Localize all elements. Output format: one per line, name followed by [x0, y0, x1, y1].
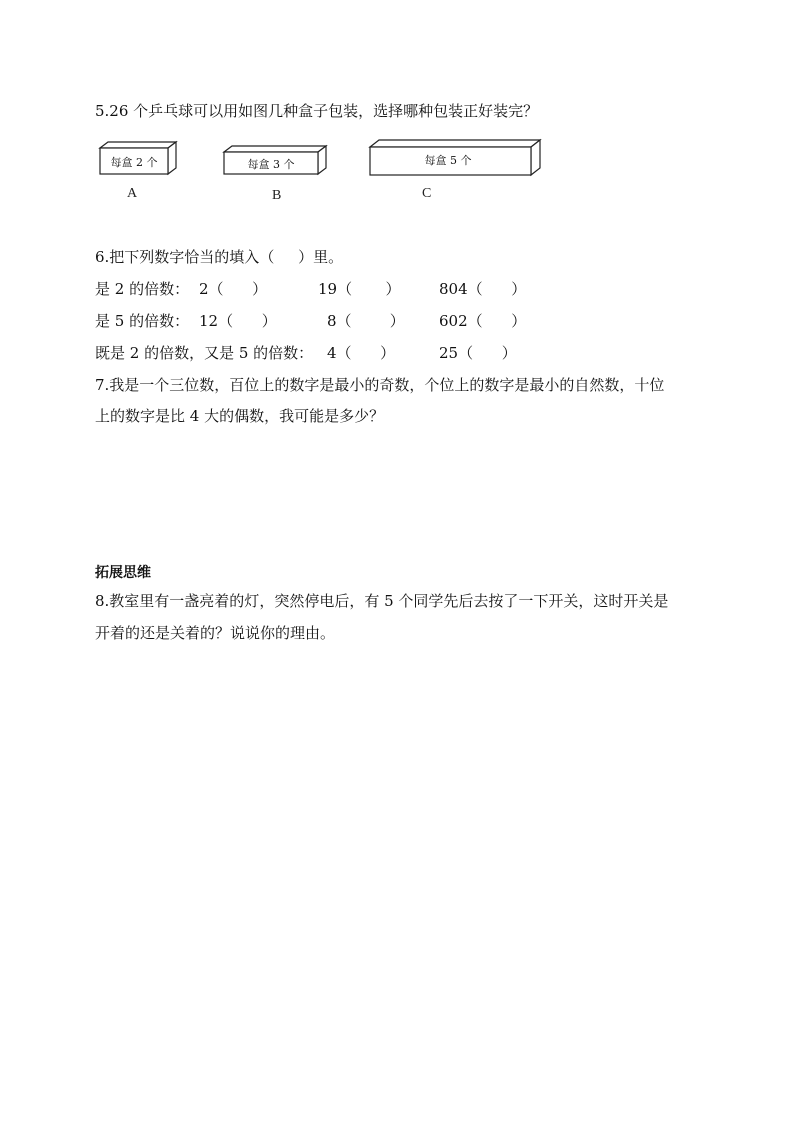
box-c-figure: [370, 140, 542, 176]
question-7-line-1: 7.我是一个三位数，百位上的数字是最小的奇数，个位上的数字是最小的自然数，十位: [95, 376, 665, 394]
box-a-letter: A: [127, 186, 138, 201]
box-b-letter: B: [272, 188, 282, 203]
section-title: 拓展思维: [95, 565, 151, 581]
q6-fill-blank[interactable]: 4（ ）: [327, 344, 396, 362]
q6-fill-blank[interactable]: 602（ ）: [439, 312, 527, 330]
q6-fill-blank[interactable]: 12（ ）: [199, 312, 277, 330]
q6-row-label: 既是 2 的倍数，又是 5 的倍数：: [95, 344, 314, 362]
q6-row-label: 是 2 的倍数：: [95, 280, 190, 298]
box-c-label: 每盒 5 个: [424, 154, 472, 167]
box-a-drawing: [100, 142, 180, 176]
q6-row-multiples-of-5: [95, 311, 595, 331]
q6-fill-blank[interactable]: 19（ ）: [318, 280, 401, 298]
question-7-line-2: 上的数字是比 4 大的偶数，我可能是多少？: [95, 407, 385, 425]
question-5-text: 5.26 个乒乓球可以用如图几种盒子包装，选择哪种包装正好装完？: [95, 102, 539, 120]
q6-fill-blank[interactable]: 2（ ）: [199, 280, 268, 298]
box-b-drawing: [224, 146, 328, 178]
q6-fill-blank[interactable]: 8（ ）: [327, 312, 405, 330]
q6-row-multiples-of-2-and-5: [95, 343, 595, 363]
q6-row-multiples-of-2: [95, 279, 595, 299]
q6-row-label: 是 5 的倍数：: [95, 312, 190, 330]
box-a-figure: [100, 142, 180, 176]
box-a-label: 每盒 2 个: [110, 156, 158, 169]
box-b-label: 每盒 3 个: [247, 158, 295, 171]
q6-fill-blank[interactable]: 804（ ）: [439, 280, 527, 298]
q6-fill-blank[interactable]: 25（ ）: [439, 344, 517, 362]
box-c-drawing: [370, 140, 542, 176]
question-8-line-1: 8.教室里有一盏亮着的灯，突然停电后，有 5 个同学先后去按了一下开关，这时开关是: [95, 592, 669, 610]
question-6-text: 6.把下列数字恰当的填入（ ）里。: [95, 248, 344, 266]
question-8-line-2: 开着的还是关着的？说说你的理由。: [95, 624, 336, 642]
box-b-figure: [224, 146, 328, 178]
box-c-letter: C: [422, 186, 432, 201]
